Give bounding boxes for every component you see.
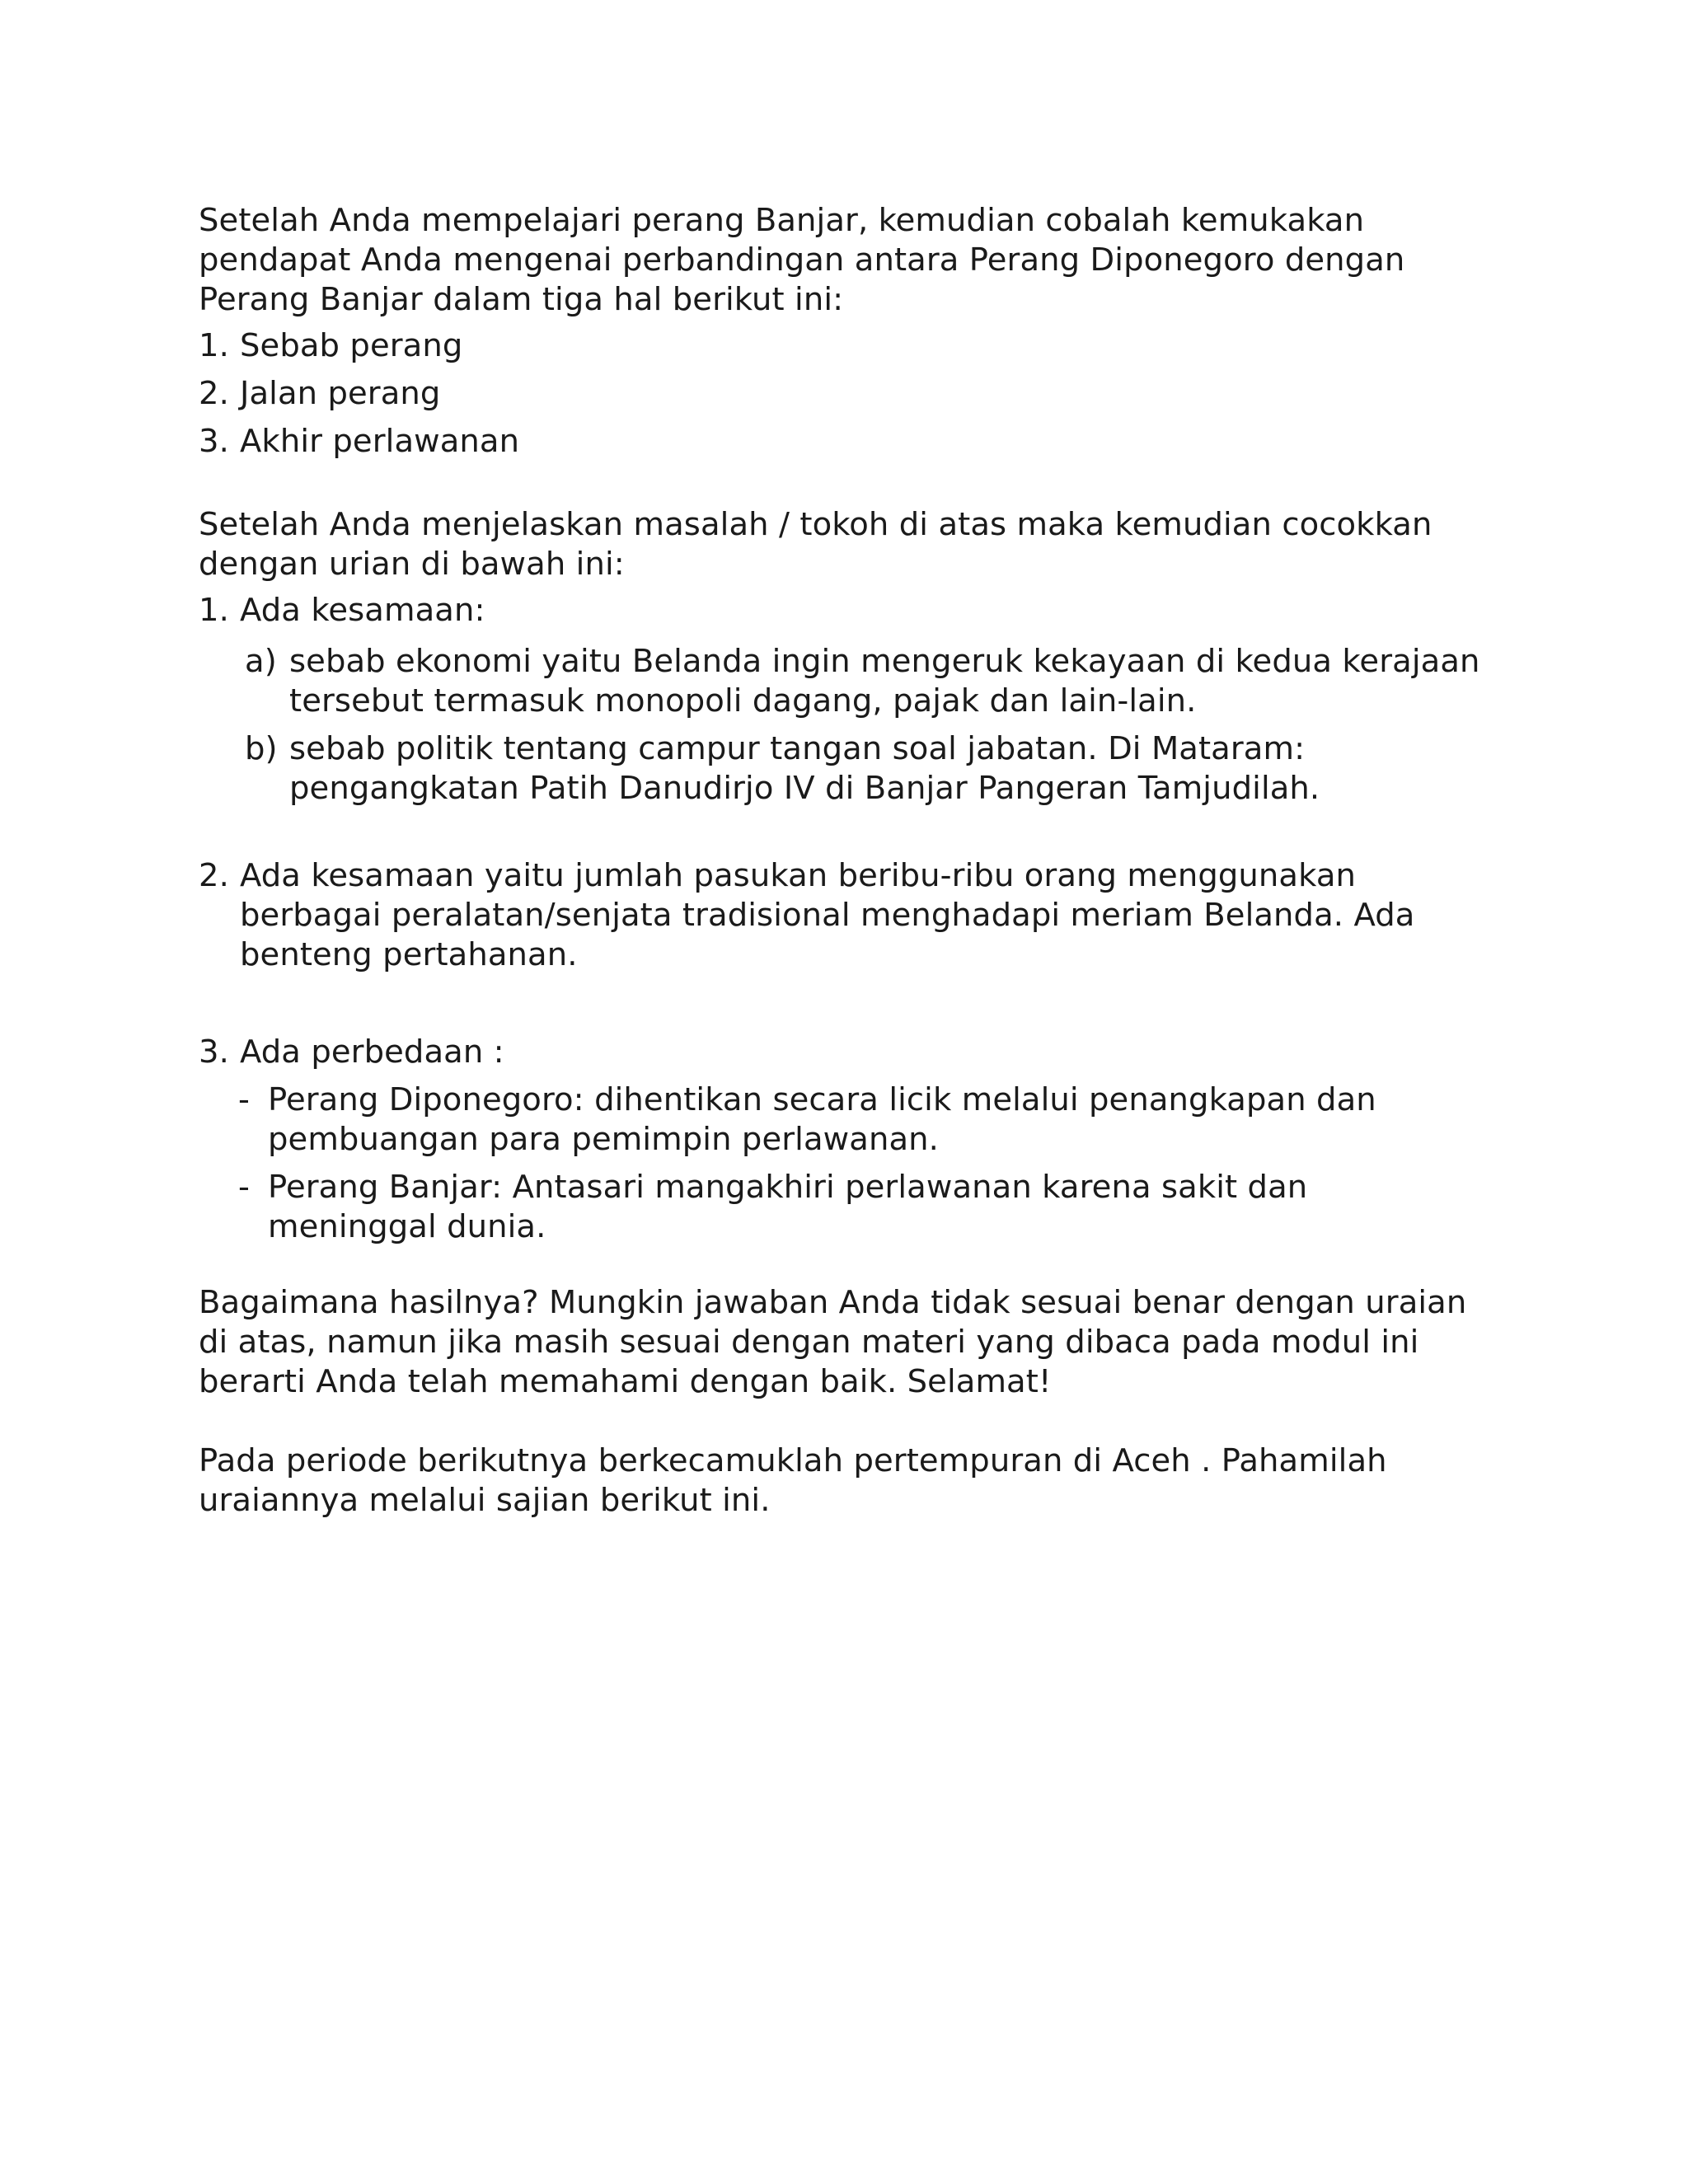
sub-text: sebab ekonomi yaitu Belanda ingin mengeruk kekayaan di kedua kerajaan tersebut termasuk monopoli dagang, pajak dan lain-lain. <box>289 643 1480 719</box>
point-2 <box>199 856 1484 975</box>
list-item <box>199 374 1484 414</box>
intro-paragraph: Setelah Anda mempelajari perang Banjar, kemudian cobalah kemukakan pendapat Anda mengenai perbandingan antara Perang Diponegoro dengan Perang Banjar dalam tiga hal berikut ini: <box>199 202 1405 318</box>
dash-item-banjar <box>238 1168 1484 1247</box>
dash-text: Perang Diponegoro: dihentikan secara licik melalui penangkapan dan pembuangan para pemimpin perlawanan. <box>268 1081 1376 1158</box>
list-text: Jalan perang <box>240 375 441 412</box>
point-1 <box>199 591 1484 630</box>
list-item <box>199 326 1484 366</box>
list-number: 2. <box>199 375 229 412</box>
dash-item-diponegoro <box>238 1080 1484 1160</box>
list-number: 2. <box>199 857 229 894</box>
sub-text: sebab politik tentang campur tangan soal jabatan. Di Mataram: pengangkatan Patih Danudirjo IV di Banjar Pangeran Tamjudilah. <box>289 730 1320 807</box>
list-text: Akhir perlawanan <box>240 423 520 460</box>
sub-item-b <box>245 729 1484 808</box>
closing-paragraph: Bagaimana hasilnya? Mungkin jawaban Anda tidak sesuai benar dengan uraian di atas, namun jika masih sesuai dengan materi yang dibaca pada modul ini berarti Anda telah memahami dengan baik. Selamat! <box>199 1284 1467 1400</box>
list-text: Ada perbedaan : <box>240 1033 504 1071</box>
next-paragraph: Pada periode berikutnya berkecamuklah pertempuran di Aceh . Pahamilah uraiannya melalui sajian berikut ini. <box>199 1442 1387 1519</box>
list-text: Ada kesamaan yaitu jumlah pasukan beribu-ribu orang menggunakan berbagai peralatan/senjata tradisional menghadapi meriam Belanda. Ada benteng pertahanan. <box>240 857 1415 973</box>
list-number: 3. <box>199 1033 229 1071</box>
intro2-paragraph: Setelah Anda menjelaskan masalah / tokoh di atas maka kemudian cocokkan dengan urian di bawah ini: <box>199 506 1432 583</box>
sub-marker: b) <box>245 730 278 767</box>
list-number: 3. <box>199 423 229 460</box>
dash-marker: - <box>238 1169 250 1206</box>
sub-item-a <box>245 642 1484 721</box>
document-page <box>199 201 1484 1521</box>
list-number: 1. <box>199 592 229 629</box>
list-item <box>199 422 1484 462</box>
list-text: Ada kesamaan: <box>240 592 485 629</box>
point-3 <box>199 1033 1484 1072</box>
dash-marker: - <box>238 1081 250 1118</box>
sub-marker: a) <box>245 643 277 680</box>
dash-text: Perang Banjar: Antasari mangakhiri perlawanan karena sakit dan meninggal dunia. <box>268 1169 1308 1245</box>
list-number: 1. <box>199 327 229 364</box>
list-text: Sebab perang <box>240 327 463 364</box>
